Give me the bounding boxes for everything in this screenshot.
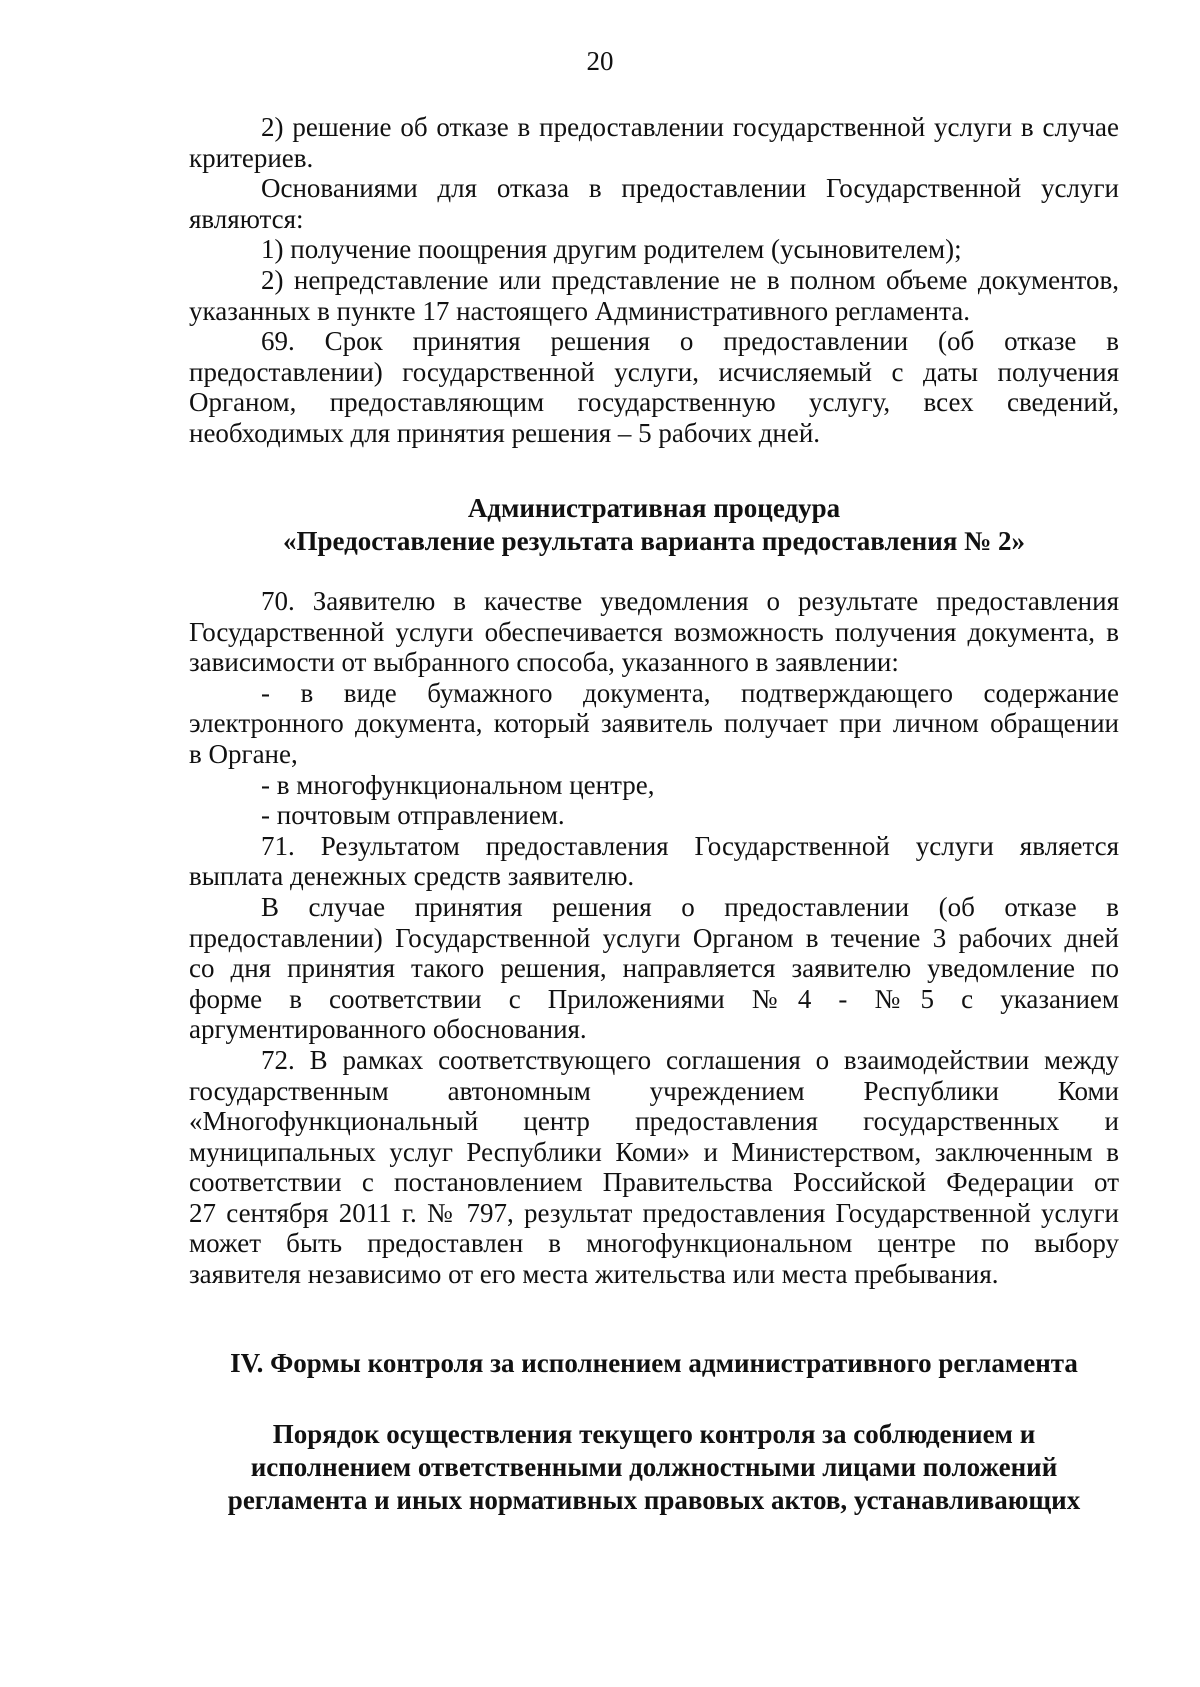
text-line: Государственной услуги обеспечивается возможность получения документа, в — [189, 616, 1119, 647]
text-line: Основаниями для отказа в предоставлении Государственной услуги — [261, 173, 1119, 204]
text-line: «Многофункциональный центр предоставления государственных и — [189, 1106, 1119, 1137]
text-line: 69. Срок принятия решения о предоставлении (об отказе в — [261, 326, 1119, 357]
text-line: предоставлении) государственной услуги, исчисляемый с даты получения — [189, 356, 1119, 387]
text-line: 72. В рамках соответствующего соглашения о взаимодействии между — [261, 1044, 1119, 1075]
text-line: критериев. — [189, 142, 314, 173]
subsection-heading — [189, 1418, 1119, 1517]
text-line: электронного документа, который заявитель получает при личном обращении — [189, 708, 1119, 739]
heading-line: Порядок осуществления текущего контроля за соблюдением и — [272, 1419, 1036, 1449]
text-line: 2) непредставление или представление не в полном объеме документов, — [261, 264, 1119, 295]
text-line: предоставлении) Государственной услуги Органом в течение 3 рабочих дней — [189, 922, 1119, 953]
text-line: выплата денежных средств заявителю. — [189, 861, 635, 892]
text-line: государственным автономным учреждением Республики Коми — [189, 1075, 1119, 1106]
text-line: В случае принятия решения о предоставлении (об отказе в — [261, 891, 1119, 922]
text-line: необходимых для принятия решения – 5 рабочих дней. — [189, 417, 821, 448]
page-number: 20 — [586, 46, 614, 76]
text-line: 2) решение об отказе в предоставлении государственной услуги в случае — [261, 112, 1119, 142]
text-line: - почтовым отправлением. — [261, 800, 565, 831]
text-line: муниципальных услуг Республики Коми» и Министерством, заключенным в — [189, 1136, 1119, 1167]
text-line: Органом, предоставляющим государственную услугу, всех сведений, — [189, 387, 1119, 418]
section-heading — [189, 1347, 1119, 1380]
text-line: может быть предоставлен в многофункциональном центре по выбору — [189, 1228, 1119, 1259]
text-line: со дня принятия такого решения, направляется заявителю уведомление по — [189, 953, 1119, 984]
text-line: заявителя независимо от его места жительства или места пребывания. — [189, 1259, 999, 1290]
text-line: зависимости от выбранного способа, указанного в заявлении: — [189, 647, 899, 678]
body-text-main — [189, 586, 1119, 1290]
text-line: 27 сентября 2011 г. № 797, результат предоставления Государственной услуги — [189, 1197, 1119, 1228]
text-line: - в многофункциональном центре, — [261, 769, 655, 800]
body-text-top — [189, 112, 1119, 449]
text-line: 71. Результатом предоставления Государственной услуги является — [261, 830, 1119, 861]
section-title: IV. Формы контроля за исполнением административного регламента — [230, 1348, 1078, 1378]
text-line: форме в соответствии с Приложениями №4 - №5 с указанием — [189, 983, 1119, 1014]
text-line: указанных в пункте 17 настоящего Административного регламента. — [189, 295, 970, 326]
text-line: 70. Заявителю в качестве уведомления о результате предоставления — [261, 586, 1119, 616]
heading-line: исполнением ответственными должностными лицами положений — [250, 1452, 1058, 1482]
text-line: - в виде бумажного документа, подтверждающего содержание — [261, 677, 1119, 708]
heading-line: регламента и иных нормативных правовых актов, устанавливающих — [227, 1485, 1081, 1515]
text-line: соответствии с постановлением Правительства Российской Федерации от — [189, 1167, 1119, 1198]
text-line: аргументированного обоснования. — [189, 1014, 587, 1045]
heading-line: «Предоставление результата варианта предоставления № 2» — [282, 526, 1026, 556]
text-line: являются: — [189, 203, 304, 234]
heading-line: Административная процедура — [467, 493, 841, 523]
text-line: в Органе, — [189, 738, 298, 769]
procedure-heading — [189, 492, 1119, 558]
text-line: 1) получение поощрения другим родителем (усыновителем); — [261, 234, 962, 265]
